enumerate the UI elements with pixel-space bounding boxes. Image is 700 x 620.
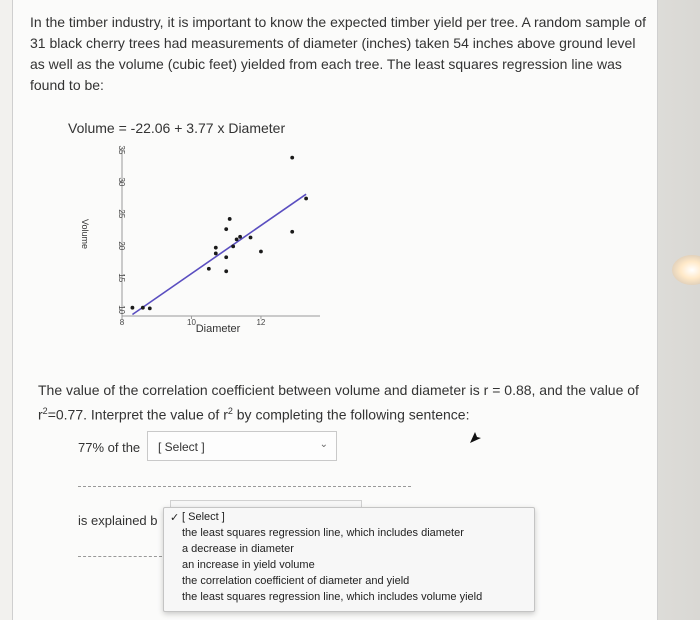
y-tick-label: 30: [117, 177, 126, 187]
answer-blank-1: [78, 486, 411, 487]
data-point: [304, 197, 308, 201]
dropdown-option-select[interactable]: [ Select ]: [182, 511, 225, 523]
y-tick-label: 10: [117, 305, 126, 315]
question-middle: =0.77. Interpret the value of r: [47, 406, 228, 423]
y-axis-label: Volume: [80, 218, 90, 250]
y-tick-label: 25: [117, 209, 126, 219]
y-tick-label: 20: [117, 241, 126, 251]
question-exponent-2: 2: [227, 406, 233, 416]
question-line-1: The value of the correlation coefficient between volume and diameter is r = 0.88, and the value of: [38, 382, 639, 398]
data-point: [290, 230, 294, 234]
y-tick-label: 15: [117, 273, 126, 283]
x-tick-label: 10: [187, 318, 196, 327]
chevron-down-icon: ⌄: [319, 439, 328, 450]
data-point: [207, 267, 211, 271]
sentence-part-2: is explained b: [78, 513, 158, 528]
regression-line: [132, 194, 306, 314]
x-tick-label: 8: [119, 318, 125, 327]
select-dropdown-1[interactable]: [147, 431, 337, 461]
regression-equation: Volume = -22.06 + 3.77 x Diameter: [68, 120, 286, 136]
select-dropdown-1-value: [ Select ]: [158, 440, 205, 454]
data-point: [214, 252, 218, 256]
select-dropdown-2-menu[interactable]: [163, 507, 535, 612]
data-point: [259, 250, 263, 254]
scatter-plot: [68, 142, 338, 342]
question-r-symbol: r: [38, 406, 43, 423]
data-point: [238, 235, 242, 239]
data-point: [228, 217, 232, 221]
y-tick-label: 35: [117, 145, 126, 155]
sentence-part-1: 77% of the: [78, 440, 141, 455]
data-point: [214, 246, 218, 250]
data-point: [141, 306, 145, 310]
data-point: [231, 245, 235, 249]
dropdown-option-regression-diameter[interactable]: the least squares regression line, which includes diameter: [182, 527, 464, 539]
data-point: [224, 269, 228, 273]
data-point: [148, 306, 152, 310]
data-point: [249, 236, 253, 240]
question-text: [38, 380, 650, 426]
mouse-cursor-icon: [468, 431, 482, 445]
checkmark-icon: ✓: [170, 512, 180, 524]
data-point: [131, 306, 135, 310]
dropdown-option-regression-volume[interactable]: the least squares regression line, which includes volume yield: [182, 591, 483, 603]
dropdown-option-correlation[interactable]: the correlation coefficient of diameter and yield: [182, 575, 410, 587]
dropdown-option-decrease-diameter[interactable]: a decrease in diameter: [182, 543, 294, 555]
data-point: [290, 156, 294, 160]
data-point: [224, 255, 228, 259]
question-exponent-1: 2: [42, 406, 48, 416]
intro-paragraph: In the timber industry, it is important to know the expected timber yield per tree. A random sample of 31 black cherry trees had measurements of diameter (inches) taken 54 inches above ground level as well as the volume (cubic feet) yielded from each tree. The least squares regression line was found to be:: [30, 14, 647, 93]
answer-blank-2: [78, 556, 162, 557]
question-end: by completing the following sentence:: [232, 406, 470, 423]
x-tick-label: 12: [256, 318, 266, 327]
data-point: [235, 237, 239, 241]
data-point: [224, 227, 228, 231]
x-axis-label: Diameter: [195, 323, 241, 335]
dropdown-option-increase-volume[interactable]: an increase in yield volume: [182, 559, 315, 571]
